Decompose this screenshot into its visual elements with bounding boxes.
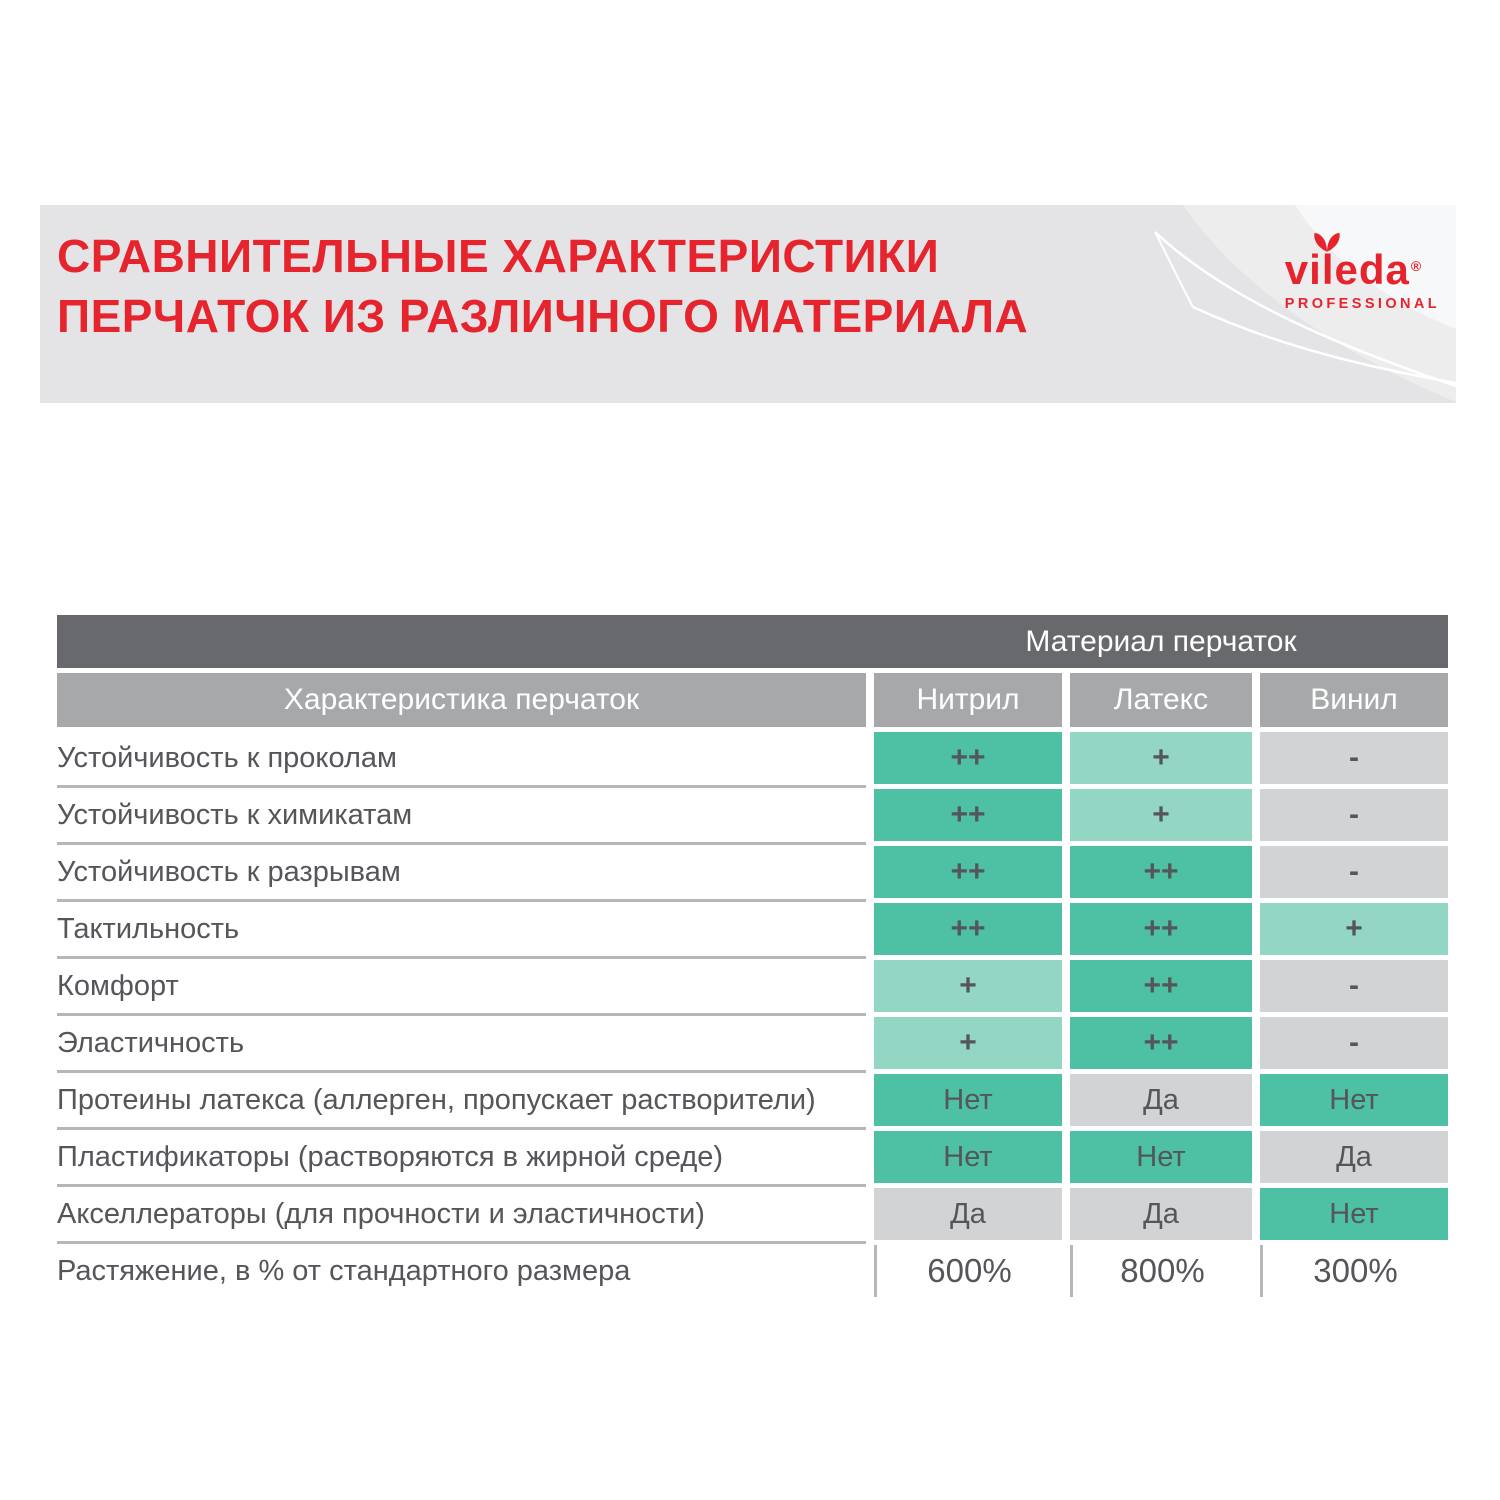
table-row — [57, 903, 1448, 955]
page-title-line1: СРАВНИТЕЛЬНЫЕ ХАРАКТЕРИСТИКИ — [57, 230, 940, 282]
value-cell-vinyl: Да — [1260, 1131, 1448, 1183]
table-row — [57, 1074, 1448, 1126]
row-label: Устойчивость к проколам — [57, 732, 866, 784]
row-label: Комфорт — [57, 960, 866, 1012]
value-cell-latex: ++ — [1070, 846, 1252, 898]
value-cell-latex: ++ — [1070, 960, 1252, 1012]
registered-mark: ® — [1410, 258, 1423, 274]
row-label: Растяжение, в % от стандартного размера — [57, 1245, 866, 1297]
value-cell-latex: Да — [1070, 1074, 1252, 1126]
row-label: Протеины латекса (аллерген, пропускает растворители) — [57, 1074, 866, 1126]
value-cell-nitrile: + — [874, 960, 1062, 1012]
table-column-header-row — [57, 673, 1448, 727]
value-cell-vinyl: - — [1260, 789, 1448, 841]
butterfly-icon — [1312, 231, 1342, 253]
page-title-line2: ПЕРЧАТОК ИЗ РАЗЛИЧНОГО МАТЕРИАЛА — [57, 290, 1029, 342]
column-header-vinyl: Винил — [1260, 673, 1448, 727]
row-label: Устойчивость к химикатам — [57, 789, 866, 841]
comparison-table — [57, 615, 1448, 1297]
value-cell-latex: + — [1070, 789, 1252, 841]
column-header-characteristic: Характеристика перчаток — [57, 673, 866, 727]
value-cell-vinyl: + — [1260, 903, 1448, 955]
value-cell-nitrile: ++ — [874, 903, 1062, 955]
value-cell-nitrile: Да — [874, 1188, 1062, 1240]
table-row — [57, 1017, 1448, 1069]
header-band — [40, 205, 1456, 403]
value-cell-vinyl: - — [1260, 732, 1448, 784]
value-cell-vinyl: Нет — [1260, 1074, 1448, 1126]
table-row — [57, 960, 1448, 1012]
logo-subtitle: PROFESSIONAL — [1284, 296, 1440, 312]
table-row — [57, 732, 1448, 784]
value-cell-nitrile: + — [874, 1017, 1062, 1069]
row-label: Эластичность — [57, 1017, 866, 1069]
table-row — [57, 846, 1448, 898]
row-label: Тактильность — [57, 903, 866, 955]
value-cell-nitrile: ++ — [874, 789, 1062, 841]
table-row — [57, 789, 1448, 841]
value-cell-nitrile: ++ — [874, 732, 1062, 784]
column-header-latex: Латекс — [1070, 673, 1252, 727]
group-header-spacer — [57, 615, 874, 668]
row-label: Устойчивость к разрывам — [57, 846, 866, 898]
value-cell-nitrile: ++ — [874, 846, 1062, 898]
value-cell-vinyl: - — [1260, 846, 1448, 898]
value-cell-vinyl: - — [1260, 1017, 1448, 1069]
value-cell-latex: + — [1070, 732, 1252, 784]
row-label: Пластификаторы (растворяются в жирной среде) — [57, 1131, 866, 1183]
page-title — [57, 226, 1028, 346]
group-header-label: Материал перчаток — [1025, 624, 1297, 658]
table-body — [57, 732, 1448, 1297]
row-label: Акселлераторы (для прочности и эластичности) — [57, 1188, 866, 1240]
logo-wordmark — [1285, 235, 1421, 291]
value-cell-nitrile: Нет — [874, 1074, 1062, 1126]
value-cell-latex: ++ — [1070, 903, 1252, 955]
value-cell-nitrile: Нет — [874, 1131, 1062, 1183]
value-cell-nitrile: 600% — [874, 1245, 1062, 1297]
value-cell-latex: Нет — [1070, 1131, 1252, 1183]
table-row — [57, 1245, 1448, 1297]
logo-brand-text: vileda — [1284, 246, 1410, 293]
vileda-logo — [1285, 235, 1440, 312]
value-cell-latex: 800% — [1070, 1245, 1252, 1297]
value-cell-latex: Да — [1070, 1188, 1252, 1240]
value-cell-vinyl: - — [1260, 960, 1448, 1012]
value-cell-vinyl: Нет — [1260, 1188, 1448, 1240]
table-group-header — [57, 615, 1448, 668]
value-cell-vinyl: 300% — [1260, 1245, 1448, 1297]
table-row — [57, 1188, 1448, 1240]
table-row — [57, 1131, 1448, 1183]
value-cell-latex: ++ — [1070, 1017, 1252, 1069]
column-header-nitrile: Нитрил — [874, 673, 1062, 727]
